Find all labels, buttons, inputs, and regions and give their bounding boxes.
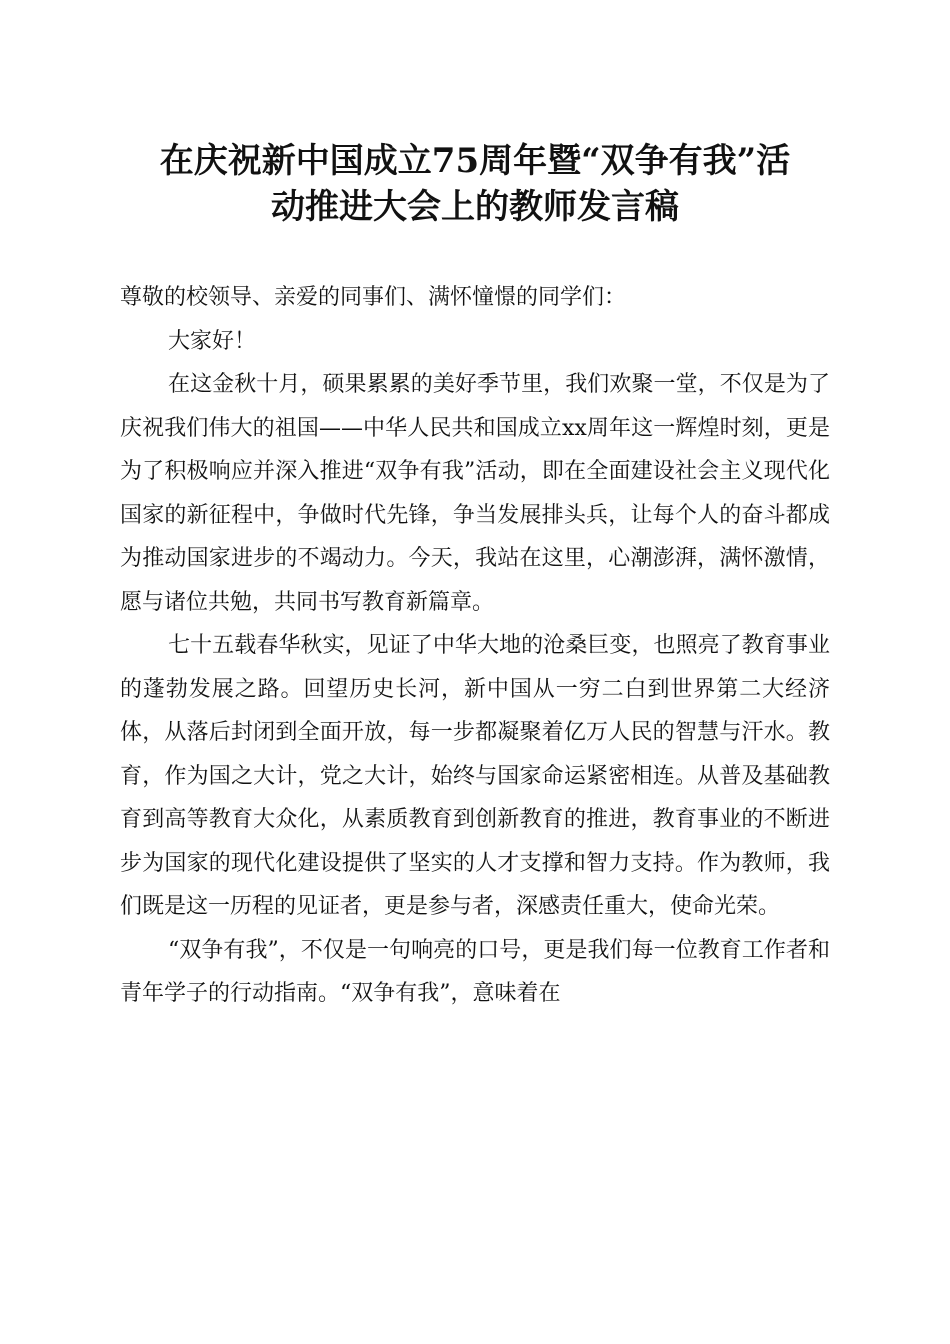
document-body: [120, 276, 830, 1016]
paragraph: “双争有我”，不仅是一句响亮的口号，更是我们每一位教育工作者和青年学子的行动指南。“双争有我”，意味着在: [120, 937, 830, 1006]
title-line-1: 在庆祝新中国成立75周年暨“双争有我”活: [159, 141, 791, 181]
paragraph: 在这金秋十月，硕果累累的美好季节里，我们欢聚一堂，不仅是为了庆祝我们伟大的祖国——中华人民共和国成立xx周年这一辉煌时刻，更是为了积极响应并深入推进“双争有我”活动，即在全面建设社会主义现代化国家的新征程中，争做时代先锋，争当发展排头兵，让每个人的奋斗都成为推动国家进步的不竭动力。今天，我站在这里，心潮澎湃，满怀激情，愿与诸位共勉，共同书写教育新篇章。: [120, 372, 830, 615]
paragraph: 七十五载春华秋实，见证了中华大地的沧桑巨变，也照亮了教育事业的蓬勃发展之路。回望历史长河，新中国从一穷二白到世界第二大经济体，从落后封闭到全面开放，每一步都凝聚着亿万人民的智慧与汗水。教育，作为国之大计，党之大计，始终与国家命运紧密相连。从普及基础教育到高等教育大众化，从素质教育到创新教育的推进，教育事业的不断进步为国家的现代化建设提供了坚实的人才支撑和智力支持。作为教师，我们既是这一历程的见证者，更是参与者，深感责任重大，使命光荣。: [120, 633, 830, 919]
document-title: [110, 138, 840, 230]
salutation: 尊敬的校领导、亲爱的同事们、满怀憧憬的同学们：: [120, 285, 627, 310]
title-line-2: 动推进大会上的教师发言稿: [271, 187, 679, 227]
greeting: 大家好！: [168, 328, 257, 354]
